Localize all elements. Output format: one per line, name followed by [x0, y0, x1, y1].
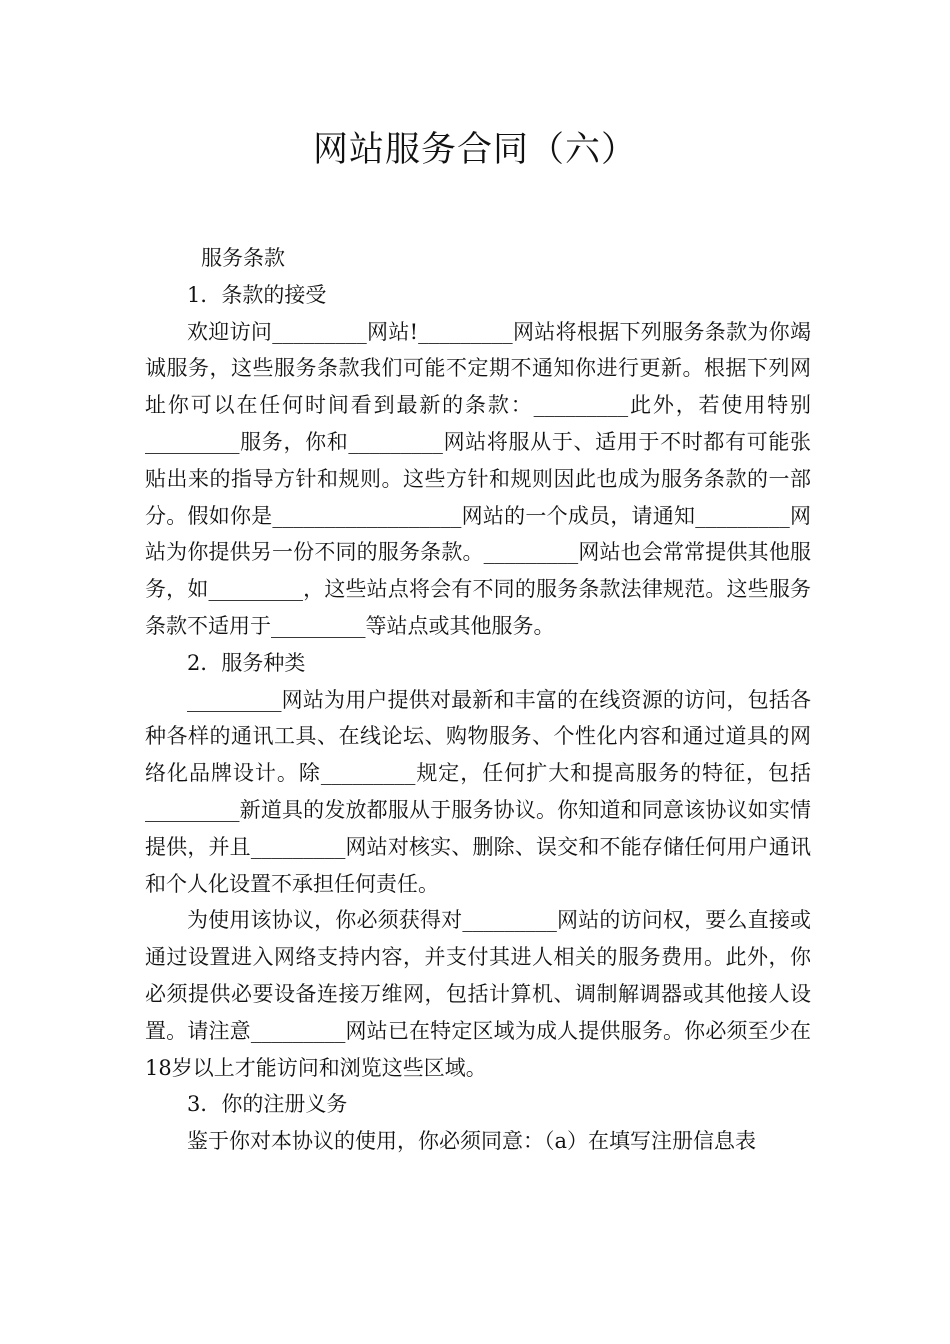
section-heading-3: 3．你的注册义务	[187, 1092, 348, 1117]
paragraph-service-types: _________网站为用户提供对最新和丰富的在线资源的访问，包括各种各样的通讯工具、在线论坛、购物服务、个性化内容和通过道具的网络化品牌设计。除_________规定，任何扩大和提高服务的特征，包括_________新道具的发放都服从于服务协议。你知道和同意该协议如实情提供，并且_________网站对核实、删除、误交和不能存储任何用户通讯和个人化设置不承担任何责任。	[145, 687, 811, 896]
paragraph-acceptance: 欢迎访问_________网站!_________网站将根据下列服务条款为你竭诚服务，这些服务条款我们可能不定期不通知你进行更新。根据下列网址你可以在任何时间看到最新的条款：_________此外，若使用特别_________服务，你和_________网站将服从于、适用于不时都有可能张贴出来的指导方针和规则。这些方针和规则因此也成为服务条款的一部分。假如你是__________________网站的一个成员，请通知_________网站为你提供另一份不同的服务条款。_________网站也会常常提供其他服务，如_________，这些站点将会有不同的服务条款法律规范。这些服务条款不适用于_________等站点或其他服务。	[145, 319, 811, 638]
paragraph-access: 为使用该协议，你必须获得对_________网站的访问权，要么直接或通过设置进入网络支持内容，并支付其进人相关的服务费用。此外，你必须提供必要设备连接万维网，包括计算机、调制解调器或其他接人设置。请注意_________网站已在特定区域为成人提供服务。你必须至少在18岁以上才能访问和浏览这些区域。	[145, 908, 811, 1080]
paragraph-registration: 鉴于你对本协议的使用，你必须同意：（a）在填写注册信息表	[187, 1129, 757, 1154]
section-heading-1: 1．条款的接受	[187, 282, 327, 307]
section-heading-terms: 服务条款	[201, 246, 285, 270]
document-title: 网站服务合同（六）	[312, 130, 637, 170]
section-heading-2: 2．服务种类	[187, 650, 306, 675]
document-body	[145, 240, 811, 1160]
